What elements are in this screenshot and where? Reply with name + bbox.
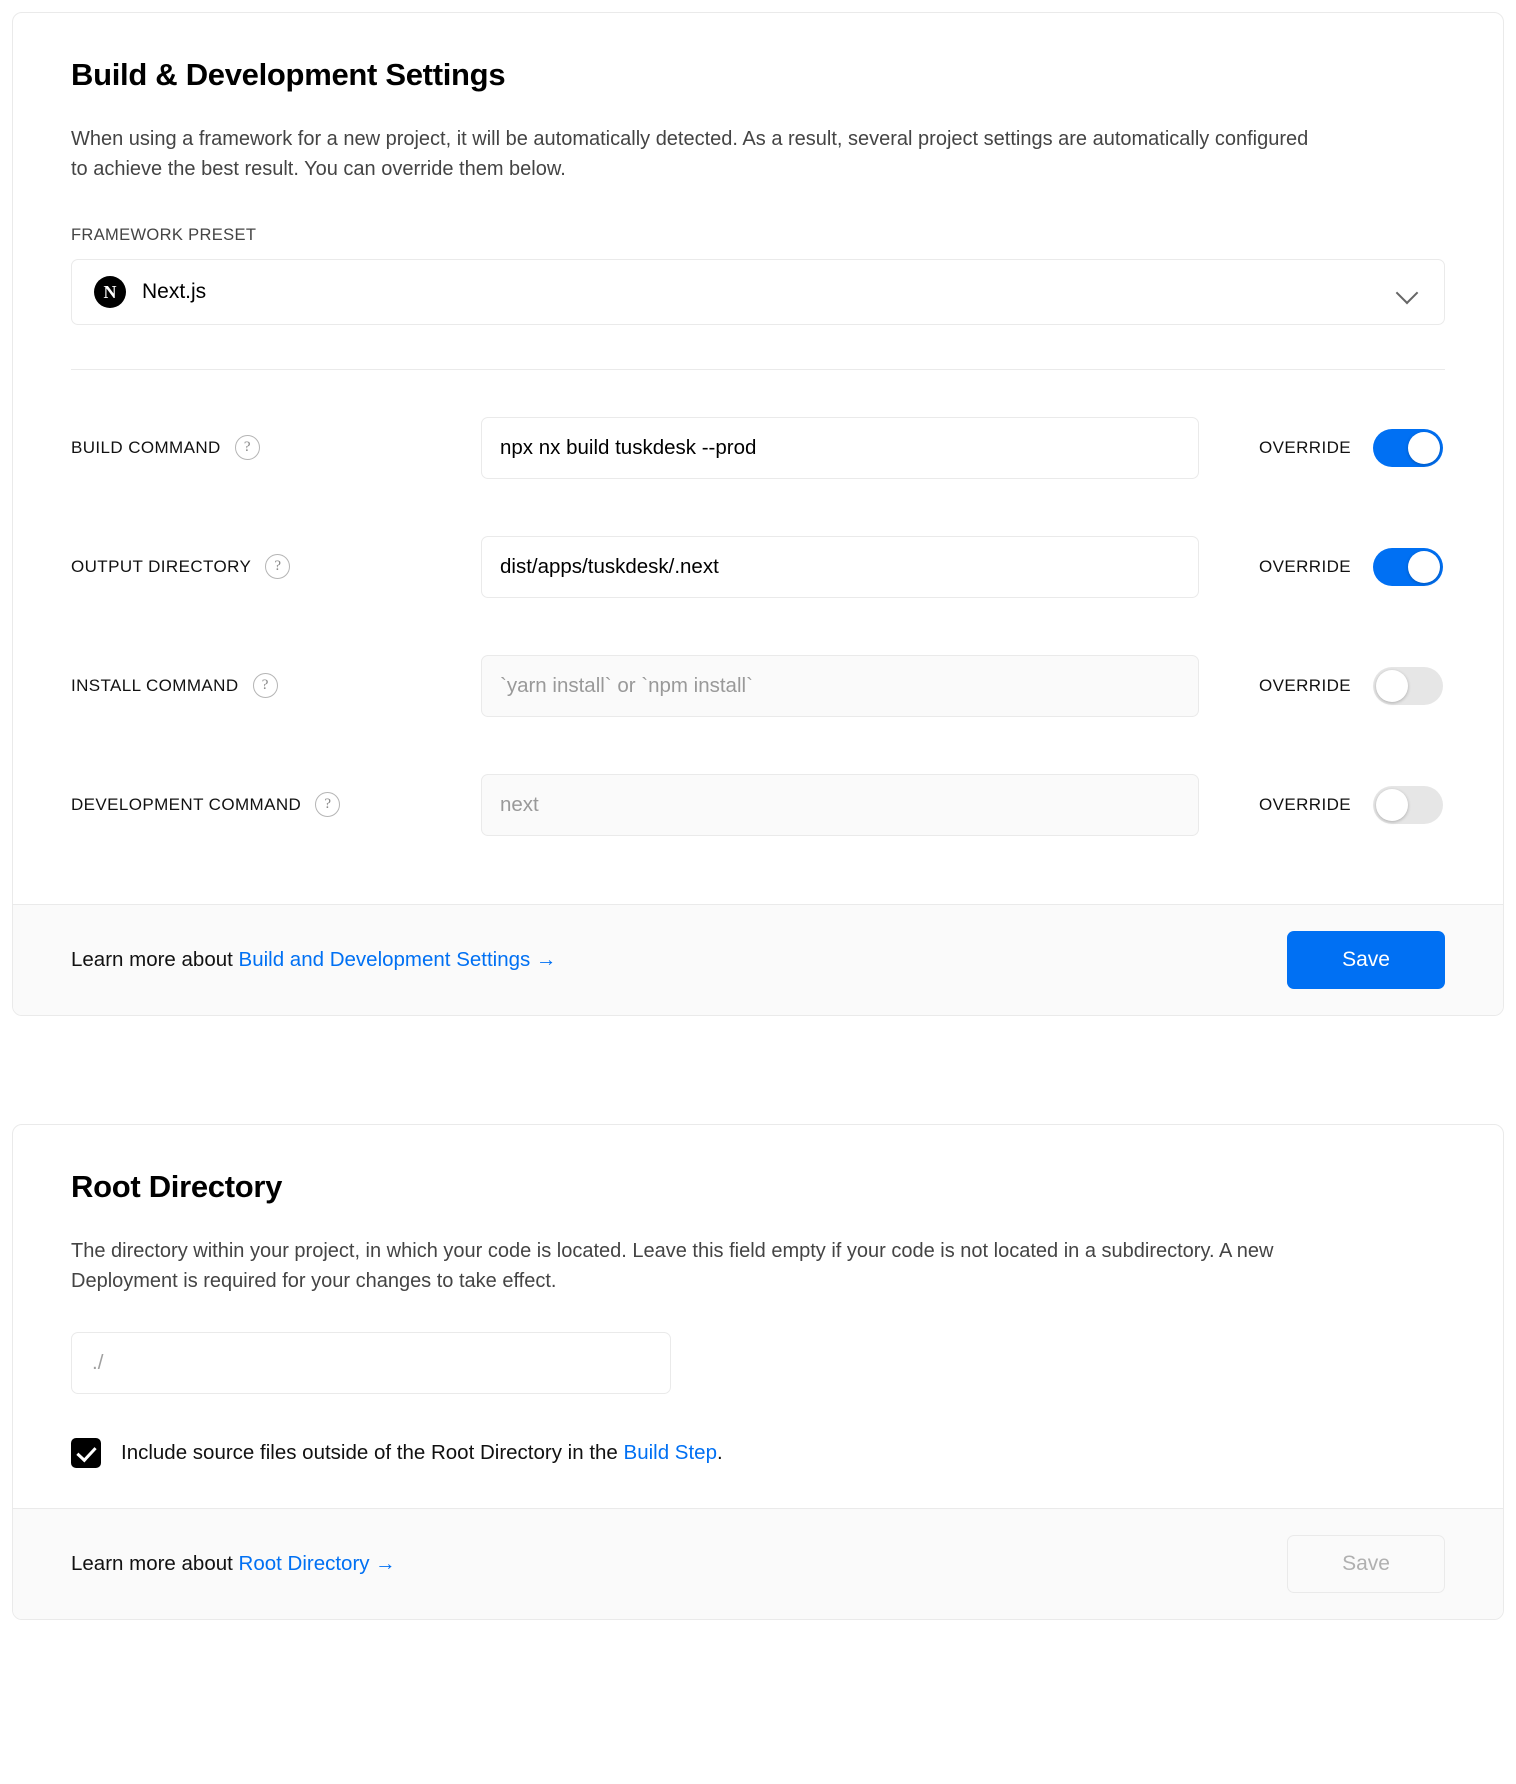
framework-preset-label: FRAMEWORK PRESET	[71, 226, 257, 245]
build-command-label: BUILD COMMAND	[71, 437, 221, 457]
build-command-override-label: OVERRIDE	[1259, 437, 1351, 457]
development-command-override-group	[1199, 786, 1445, 824]
root-directory-learn-more-link[interactable]: Root Directory →	[238, 1552, 396, 1576]
output-directory-override-label: OVERRIDE	[1259, 556, 1351, 576]
toggle-knob	[1408, 432, 1440, 464]
toggle-knob	[1376, 670, 1408, 702]
include-source-files-row	[71, 1438, 1445, 1468]
build-settings-learn-more-link[interactable]: Build and Development Settings →	[238, 948, 557, 972]
root-directory-save-button[interactable]: Save	[1287, 1535, 1445, 1593]
root-directory-card	[12, 1124, 1504, 1620]
output-directory-row	[71, 507, 1445, 626]
build-settings-body	[13, 13, 1503, 904]
help-icon[interactable]: ?	[253, 673, 278, 698]
output-directory-input-wrap	[481, 536, 1199, 598]
root-directory-title: Root Directory	[71, 1169, 283, 1205]
build-step-link[interactable]: Build Step	[623, 1441, 717, 1465]
root-directory-description: The directory within your project, in which your code is located. Leave this field empty if your code is not located in a subdirectory. A new Deployment is required for your changes to take effect.	[71, 1240, 1274, 1292]
install-command-override-toggle[interactable]	[1373, 667, 1443, 705]
build-command-input-wrap	[481, 417, 1199, 479]
install-command-input[interactable]	[481, 655, 1199, 717]
build-settings-footer	[13, 904, 1503, 1015]
output-directory-override-toggle[interactable]	[1373, 548, 1443, 586]
include-source-files-checkbox[interactable]	[71, 1438, 101, 1468]
root-directory-body	[13, 1125, 1503, 1508]
root-directory-footer	[13, 1508, 1503, 1619]
development-command-row	[71, 745, 1445, 864]
build-command-override-toggle[interactable]	[1373, 429, 1443, 467]
build-command-override-group	[1199, 429, 1445, 467]
nextjs-logo-icon: N	[94, 276, 126, 308]
build-settings-footer-text	[71, 948, 556, 972]
development-command-input-wrap	[481, 774, 1199, 836]
development-command-override-label: OVERRIDE	[1259, 794, 1351, 814]
section-divider	[71, 369, 1445, 370]
build-footer-prefix: Learn more about	[71, 948, 239, 972]
framework-preset-select[interactable]	[71, 259, 1445, 325]
output-directory-label-group	[71, 554, 481, 579]
install-command-override-label: OVERRIDE	[1259, 675, 1351, 695]
install-command-input-wrap	[481, 655, 1199, 717]
build-command-label-group	[71, 435, 481, 460]
chevron-down-icon	[1396, 280, 1420, 304]
help-icon[interactable]: ?	[315, 792, 340, 817]
root-directory-input[interactable]	[71, 1332, 671, 1394]
framework-preset-value: Next.js	[142, 280, 207, 304]
command-rows	[71, 388, 1445, 864]
help-icon[interactable]: ?	[265, 554, 290, 579]
build-settings-card	[12, 12, 1504, 1016]
help-icon[interactable]: ?	[235, 435, 260, 460]
page-title: Build & Development Settings	[71, 57, 506, 92]
install-command-override-group	[1199, 667, 1445, 705]
output-directory-override-group	[1199, 548, 1445, 586]
toggle-knob	[1408, 551, 1440, 583]
development-command-label-group	[71, 792, 481, 817]
root-directory-footer-text	[71, 1552, 396, 1576]
toggle-knob	[1376, 789, 1408, 821]
build-command-row	[71, 388, 1445, 507]
checkbox-prefix-text: Include source files outside of the Root Directory in the	[121, 1441, 624, 1465]
checkbox-suffix-text: .	[716, 1441, 723, 1465]
output-directory-input[interactable]	[481, 536, 1199, 598]
development-command-input[interactable]	[481, 774, 1199, 836]
include-source-files-label	[121, 1441, 723, 1465]
install-command-row	[71, 626, 1445, 745]
development-command-label: DEVELOPMENT COMMAND	[71, 794, 302, 814]
install-command-label: INSTALL COMMAND	[71, 675, 239, 695]
root-footer-prefix: Learn more about	[71, 1552, 239, 1576]
development-command-override-toggle[interactable]	[1373, 786, 1443, 824]
install-command-label-group	[71, 673, 481, 698]
build-settings-save-button[interactable]: Save	[1287, 931, 1445, 989]
build-settings-description: When using a framework for a new project, it will be automatically detected. As a result, several project settings are automatically configured to achieve the best result. You can override them below.	[71, 128, 1309, 180]
build-command-input[interactable]	[481, 417, 1199, 479]
output-directory-label: OUTPUT DIRECTORY	[71, 556, 252, 576]
